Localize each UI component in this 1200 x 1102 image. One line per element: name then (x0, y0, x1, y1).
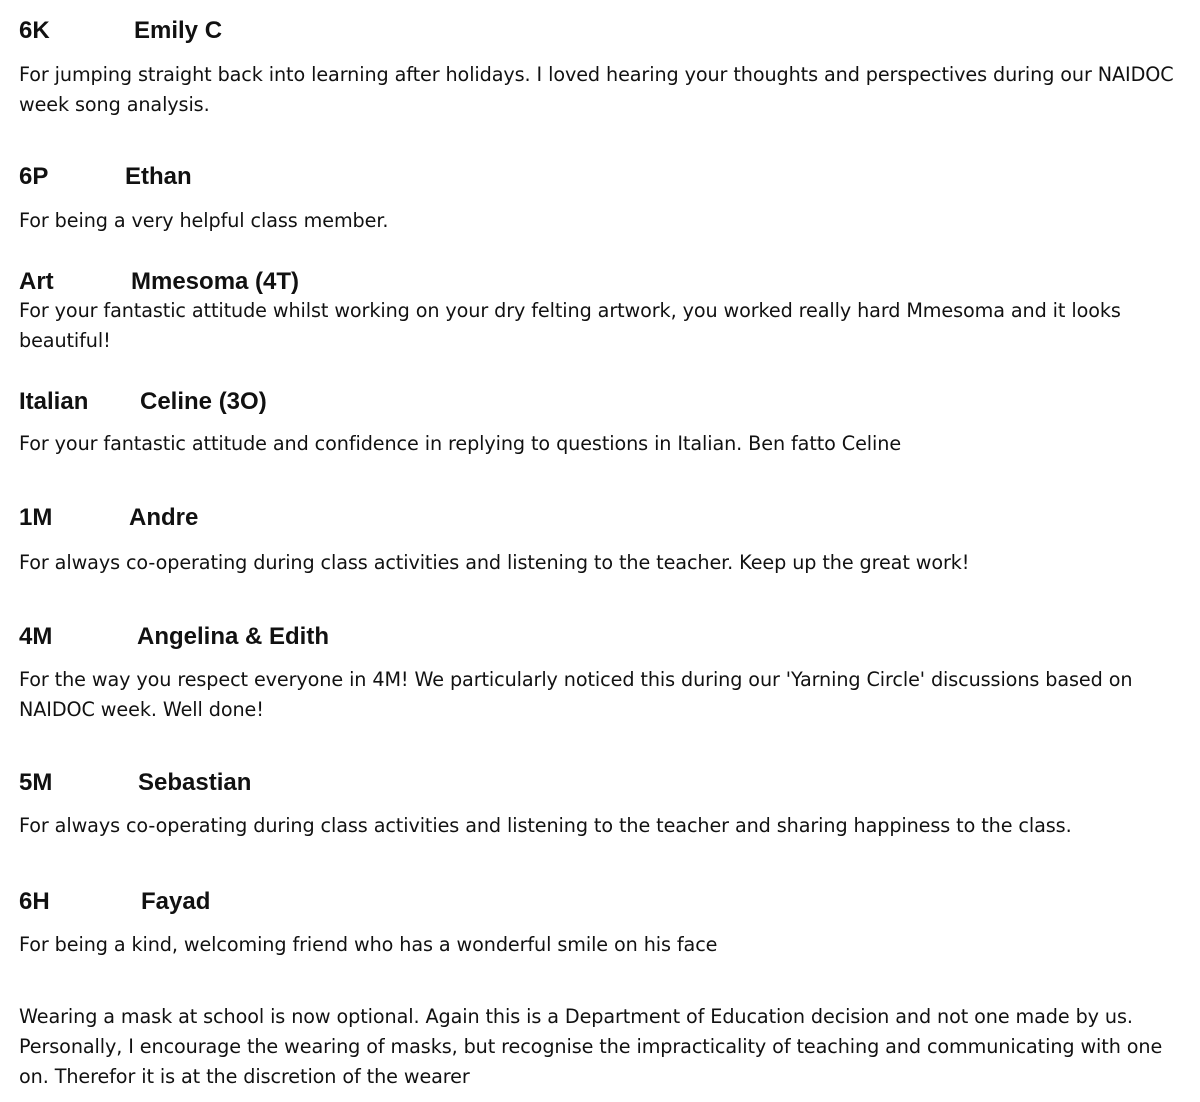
mask-policy-note: Wearing a mask at school is now optional. Again this is a Department of Education decision and not one made by us. Personally, I encourage the wearing of masks, but recognise the impracticality of teaching and communicating with one on. Therefor it is at the discretion of the wearer (19, 1005, 1163, 1088)
award-heading (19, 504, 1184, 532)
award-heading (19, 769, 1184, 797)
award-6k (19, 17, 1184, 120)
award-recipient: Andre (129, 504, 199, 531)
award-recipient: Angelina & Edith (137, 623, 329, 650)
award-class: 6H (19, 888, 50, 915)
award-4m (19, 623, 1184, 725)
award-recipient: Fayad (141, 888, 211, 915)
award-class: 1M (19, 504, 53, 531)
award-heading (19, 17, 1184, 45)
award-6p (19, 163, 1184, 236)
award-message: For being a very helpful class member. (19, 209, 389, 232)
award-message: For being a kind, welcoming friend who has a wonderful smile on his face (19, 933, 718, 956)
award-5m (19, 769, 1184, 841)
award-message: For your fantastic attitude whilst working on your dry felting artwork, you worked really hard Mmesoma and it looks beautiful! (19, 299, 1121, 352)
award-message: For always co-operating during class activities and listening to the teacher and sharing happiness to the class. (19, 814, 1072, 837)
award-heading (19, 163, 1184, 191)
award-heading (19, 888, 1184, 916)
award-6h (19, 888, 1184, 960)
award-message: For always co-operating during class activities and listening to the teacher. Keep up the great work! (19, 551, 970, 574)
award-heading (19, 268, 1184, 296)
award-class: 4M (19, 623, 53, 650)
award-heading (19, 623, 1184, 651)
award-recipient: Mmesoma (4T) (131, 268, 300, 295)
award-heading (19, 388, 1184, 416)
award-class: 6P (19, 163, 49, 190)
award-message: For jumping straight back into learning after holidays. I loved hearing your thoughts and perspectives during our NAIDOC week song analysis. (19, 63, 1174, 116)
award-1m (19, 504, 1184, 578)
award-recipient: Sebastian (138, 769, 252, 796)
award-class: 5M (19, 769, 53, 796)
award-message: For your fantastic attitude and confidence in replying to questions in Italian. Ben fatto Celine (19, 432, 902, 455)
award-recipient: Ethan (125, 163, 192, 190)
award-message: For the way you respect everyone in 4M! We particularly noticed this during our 'Yarning Circle' discussions based on NAIDOC week. Well done! (19, 668, 1133, 721)
award-art (19, 268, 1184, 356)
award-class: 6K (19, 17, 50, 44)
award-class: Italian (19, 388, 89, 415)
award-recipient: Celine (3O) (140, 388, 267, 415)
award-class: Art (19, 268, 54, 295)
award-italian (19, 388, 1184, 459)
award-recipient: Emily C (134, 17, 223, 44)
